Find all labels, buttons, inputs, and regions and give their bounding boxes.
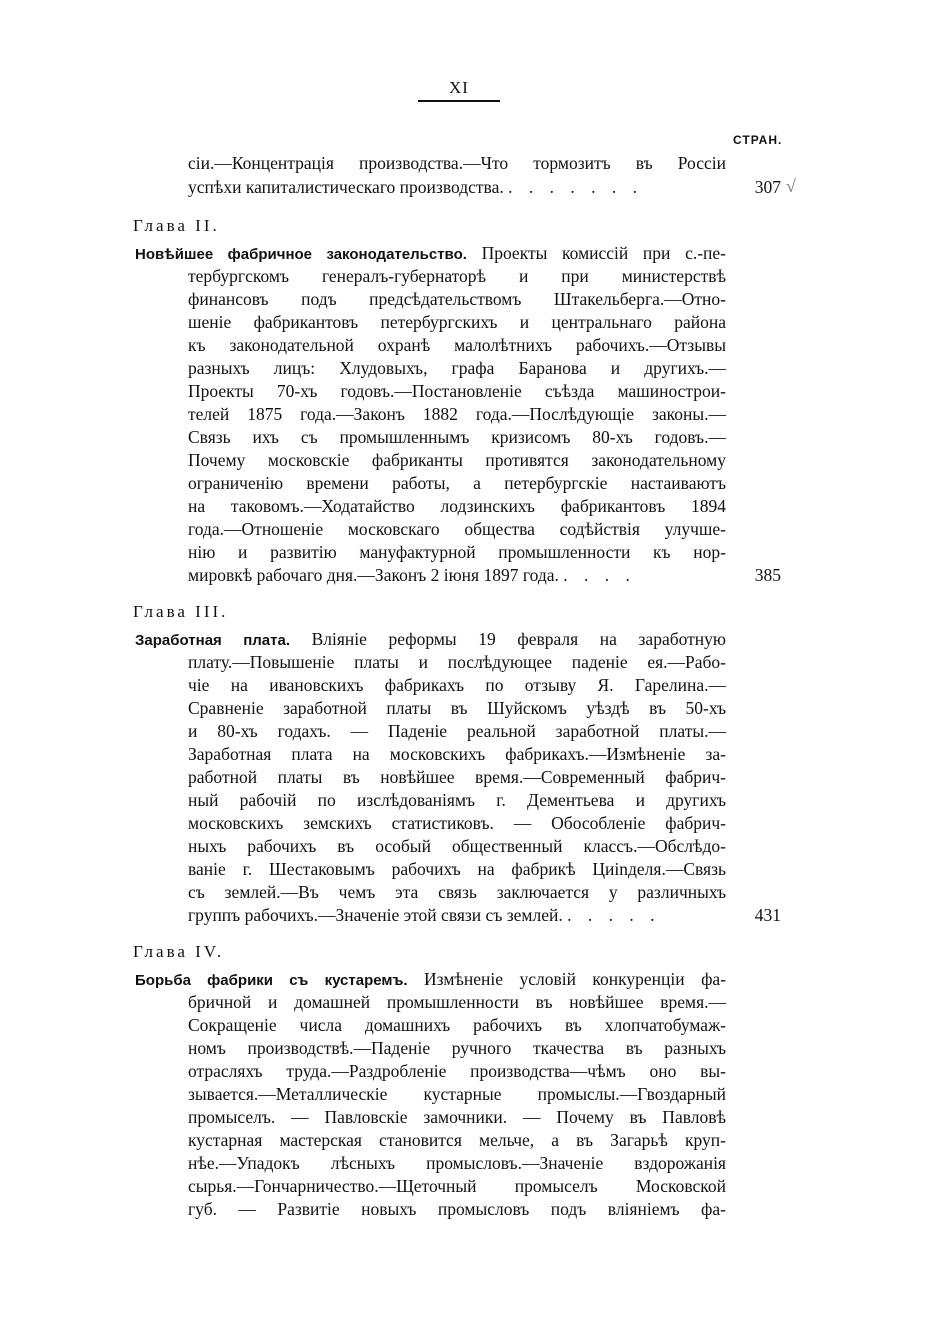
page-number: XI bbox=[449, 78, 469, 97]
toc-line-text: плату.—Повышеніе платы и послѣдующее паденіе ея.—Рабо- bbox=[188, 652, 726, 672]
toc-line-text: къ законодательной охранѣ малолѣтнихъ рабочихъ.—Отзывы bbox=[188, 335, 726, 355]
toc-line bbox=[0, 651, 936, 673]
toc-line-text: ный рабочій по изслѣдованіямъ г. Дементьева и другихъ bbox=[188, 790, 726, 810]
toc-line bbox=[0, 991, 936, 1013]
toc-line-text: Связь ихъ съ промышленнымъ кризисомъ 80-хъ годовъ.— bbox=[188, 427, 726, 447]
toc-line-text: ограниченію времени работы, а петербургскіе настаиваютъ bbox=[188, 473, 726, 493]
toc-line-content bbox=[188, 564, 726, 586]
toc-line-text: и 80-хъ годахъ. — Паденіе реальной заработной платы.— bbox=[188, 721, 726, 741]
toc-line bbox=[0, 1129, 936, 1151]
page-number-rule bbox=[418, 100, 500, 102]
toc-line-text: нію и развитію мануфактурной промышленности къ нор- bbox=[188, 542, 726, 562]
page-column-label: СТРАН. bbox=[733, 133, 783, 147]
toc-line bbox=[0, 858, 936, 880]
toc-line-content bbox=[135, 968, 726, 992]
toc-line bbox=[0, 334, 936, 356]
toc-line bbox=[0, 904, 936, 926]
toc-line bbox=[0, 288, 936, 310]
toc-line-text: Вліяніе реформы 19 февраля на заработную bbox=[311, 629, 726, 649]
check-mark: √ bbox=[786, 176, 796, 196]
toc-line-text: кустарная мастерская становится мельче, а въ Загарьѣ круп- bbox=[188, 1130, 726, 1150]
toc-line bbox=[0, 1060, 936, 1082]
toc-line-text: Проекты комиссій при с.-пе- bbox=[481, 243, 726, 263]
leader-dots: . . . . bbox=[563, 565, 636, 585]
toc-line-text: Измѣненіе условій конкуренціи фа- bbox=[424, 969, 727, 989]
toc-line-text: съ землей.—Въ чемъ эта связь заключается у различныхъ bbox=[188, 882, 726, 902]
toc-line-text: номъ производствѣ.—Паденіе ручного ткачества въ разныхъ bbox=[188, 1038, 726, 1058]
toc-line bbox=[0, 152, 936, 174]
page-ref: 307 bbox=[754, 177, 781, 197]
toc-line bbox=[0, 720, 936, 742]
toc-line bbox=[0, 495, 936, 517]
leader-dots: . . . . . . . bbox=[508, 177, 643, 197]
toc-line bbox=[0, 1037, 936, 1059]
chapter-heading: Глава IV. bbox=[133, 942, 225, 961]
toc-line bbox=[0, 472, 936, 494]
page-ref: 385 bbox=[754, 565, 781, 585]
chapter-heading: Глава III. bbox=[133, 602, 229, 621]
chapter-title: Борьба фабрики съ кустаремъ. bbox=[135, 972, 408, 989]
toc-line bbox=[0, 881, 936, 903]
toc-line-text: Заработная плата на московскихъ фабрикахъ.—Измѣненіе за- bbox=[188, 744, 726, 764]
toc-line bbox=[0, 311, 936, 333]
toc-line bbox=[0, 835, 936, 857]
toc-line-text: телей 1875 года.—Законъ 1882 года.—Послѣдующіе законы.— bbox=[188, 404, 726, 424]
toc-line bbox=[0, 1152, 936, 1174]
toc-line bbox=[0, 541, 936, 563]
toc-line bbox=[0, 968, 936, 990]
chapter-heading: Глава II. bbox=[133, 216, 220, 235]
toc-line-text: сіи.—Концентрація производства.—Что тормозитъ въ Россіи bbox=[188, 153, 726, 173]
toc-line bbox=[0, 380, 936, 402]
toc-line bbox=[0, 403, 936, 425]
toc-line bbox=[0, 357, 936, 379]
toc-line bbox=[0, 449, 936, 471]
toc-line-text: разныхъ лицъ: Хлудовыхъ, графа Баранова и другихъ.— bbox=[188, 358, 726, 378]
toc-line bbox=[0, 518, 936, 540]
toc-line-text: ваніе г. Шестаковымъ рабочихъ на фабрикѣ Циinделя.—Связь bbox=[188, 859, 726, 879]
toc-line bbox=[0, 564, 936, 586]
toc-line-text: бричной и домашней промышленности въ новѣйшее время.— bbox=[188, 992, 726, 1012]
leader-dots: . . . . . bbox=[567, 905, 661, 925]
toc-line bbox=[0, 1106, 936, 1128]
page-ref: 431 bbox=[754, 905, 781, 925]
toc-line bbox=[0, 426, 936, 448]
toc-line-text: успѣхи капиталистическаго производства. bbox=[188, 177, 504, 197]
toc-line-content bbox=[188, 176, 726, 198]
toc-line bbox=[0, 265, 936, 287]
chapter-title: Заработная плата. bbox=[135, 632, 290, 649]
toc-line bbox=[0, 812, 936, 834]
toc-line bbox=[0, 1198, 936, 1220]
toc-line-content bbox=[135, 628, 726, 652]
toc-line bbox=[0, 766, 936, 788]
toc-line-text: года.—Отношеніе московскаго общества содѣйствія улучше- bbox=[188, 519, 726, 539]
toc-line-content bbox=[188, 904, 726, 926]
toc-line bbox=[0, 1175, 936, 1197]
toc-line-text: сырья.—Гончарничество.—Щеточный промыселъ Московской bbox=[188, 1176, 726, 1196]
toc-line-text: финансовъ подъ предсѣдательствомъ Штакельберга.—Отно- bbox=[188, 289, 726, 309]
toc-line-text: зывается.—Металлическіе кустарные промыслы.—Гвоздарный bbox=[188, 1084, 726, 1104]
toc-line-text: промыселъ. — Павловскіе замочники. — Почему въ Павловѣ bbox=[188, 1107, 726, 1127]
toc-line-text: мировкѣ рабочаго дня.—Законъ 2 іюня 1897 года. bbox=[188, 565, 559, 585]
toc-line-content bbox=[135, 242, 726, 266]
toc-line-text: ныхъ рабочихъ въ особый общественный классъ.—Обслѣдо- bbox=[188, 836, 726, 856]
toc-line bbox=[0, 1014, 936, 1036]
toc-line-text: Проекты 70-хъ годовъ.—Постановленіе съѣзда машинострои- bbox=[188, 381, 726, 401]
toc-line bbox=[0, 789, 936, 811]
toc-line bbox=[0, 697, 936, 719]
toc-line-text: Сравненіе заработной платы въ Шуйскомъ уѣздѣ въ 50-хъ bbox=[188, 698, 726, 718]
toc-line-text: нѣе.—Упадокъ лѣсныхъ промысловъ.—Значеніе вздорожанія bbox=[188, 1153, 726, 1173]
toc-line-text: московскихъ земскихъ статистиковъ. — Обособленіе фабрич- bbox=[188, 813, 726, 833]
toc-line bbox=[0, 242, 936, 264]
toc-line-text: чіе на ивановскихъ фабрикахъ по отзыву Я. Гарелина.— bbox=[188, 675, 726, 695]
toc-line-text: тербургскомъ генералъ-губернаторѣ и при министерствѣ bbox=[188, 266, 726, 286]
toc-line bbox=[0, 628, 936, 650]
toc-line-text: Почему московскіе фабриканты противятся законодательному bbox=[188, 450, 726, 470]
toc-line bbox=[0, 743, 936, 765]
toc-line-text: на таковомъ.—Ходатайство лодзинскихъ фабрикантовъ 1894 bbox=[188, 496, 726, 516]
toc-line-text: шеніе фабрикантовъ петербургскихъ и центральнаго района bbox=[188, 312, 726, 332]
toc-line-text: губ. — Развитіе новыхъ промысловъ подъ вліяніемъ фа- bbox=[188, 1199, 726, 1219]
toc-line-text: Сокращеніе числа домашнихъ рабочихъ въ хлопчатобумаж- bbox=[188, 1015, 726, 1035]
chapter-title: Новѣйшее фабричное законодательство. bbox=[135, 246, 467, 263]
toc-line-text: отрасляхъ труда.—Раздробленіе производства—чѣмъ оно вы- bbox=[188, 1061, 726, 1081]
toc-line bbox=[0, 1083, 936, 1105]
toc-line-text: работной платы въ новѣйшее время.—Современный фабрич- bbox=[188, 767, 726, 787]
toc-line-text: группъ рабочихъ.—Значеніе этой связи съ землей. bbox=[188, 905, 563, 925]
toc-line bbox=[0, 674, 936, 696]
